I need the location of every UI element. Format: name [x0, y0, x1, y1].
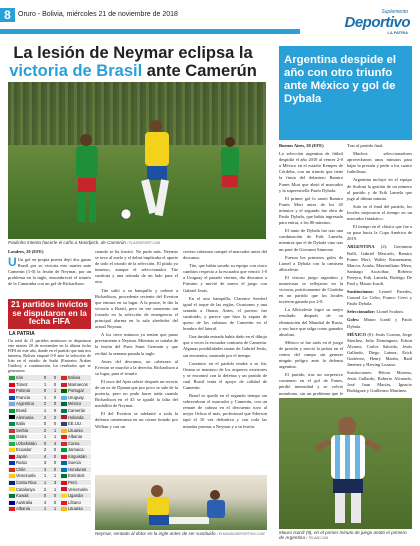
col3-p4: Una tímida entrada había dado en el dibujo que a veces la escuadra contraria de Camerún. Algunas posibilidades tantas de Gabriel Jesús, sin encuentro, montado por el tiempo.	[183, 334, 267, 358]
away-flag-icon	[61, 501, 67, 505]
home-score: 2	[40, 414, 50, 421]
home-score: 0	[40, 420, 50, 427]
home-score: 4	[40, 453, 50, 460]
home-flag-icon	[9, 389, 15, 393]
away-flag-icon	[61, 396, 67, 400]
home-score: 3	[40, 460, 50, 467]
photo3-credit: / TELAM.COM	[306, 536, 329, 540]
home-score: 1	[40, 407, 50, 414]
home-team-name: Venezuela	[16, 473, 36, 479]
logo-supplement: Suplemento	[381, 9, 408, 15]
dateline-header: Oruro - Bolivia, miércoles 21 de noviembre de 2018	[18, 11, 178, 18]
away-team-name: Honduras	[68, 466, 87, 472]
col3-p1: certero cabezazo rompió el marcador antes del descanso.	[183, 249, 267, 261]
left-col1	[8, 249, 91, 290]
home-flag-icon	[9, 422, 15, 426]
goals-argentina: Goles: Mauro Icardi y Paulo Dybala.	[347, 317, 412, 329]
home-score: 1	[40, 394, 50, 401]
away-flag-icon	[61, 402, 67, 406]
away-score: 0	[50, 407, 60, 414]
subs-mexico: Sustituciones: Héctor Moreno, Jesús Gallardo, Roberto Alvarado, José Juan Macías, Ignacio Rodríguez y Guillermo Martínez.	[347, 370, 412, 394]
away-flag-icon	[61, 435, 67, 439]
right-col1	[279, 143, 343, 395]
home-score: 2	[40, 486, 50, 493]
away-score: 0	[50, 499, 60, 506]
dateline-buenos-aires: Buenos Aires, 20 (EFE)	[279, 143, 324, 148]
home-flag-icon	[9, 494, 15, 498]
away-team-name: Albania	[68, 434, 82, 440]
rc1-p6: La Albiceleste logró su mejor resultado después de su eliminación del Mundial de Rusia, y eso hace que salga como ganador absoluto.	[279, 307, 343, 337]
match-photo-brasil-camerun	[8, 82, 266, 239]
away-flag-icon	[61, 422, 67, 426]
away-team-name: Venezuela	[68, 486, 88, 492]
col2-p3: A los trece minutos ya tenían que pasar previamente a Neymar. Mientras se trataba de la lesión del Paris Saint Germain y que recibió la semana pasada la ingle.	[95, 332, 178, 356]
icardi-illustration	[279, 398, 412, 529]
home-flag-icon	[9, 448, 15, 452]
home-score: 1	[40, 505, 50, 512]
home-team-name: Italia	[16, 421, 25, 427]
home-score: 2	[40, 427, 50, 434]
away-team	[60, 453, 91, 460]
home-team-name: Francia	[16, 394, 30, 400]
away-score: 0	[50, 492, 60, 499]
box-subhead: LA PATRIA	[9, 330, 35, 337]
away-score: 0	[50, 466, 60, 473]
rc2-p3: Argentina incluyó en el equipo de Scaloni la gestión de un número al partido y de Erik Lamela que jugó al último minuto.	[347, 177, 412, 201]
col2-p6: El del Everton se adelantó a toda la defensa camerunesa en un córner botado por Willian y con un	[95, 411, 178, 429]
away-flag-icon	[61, 507, 67, 511]
home-flag-icon	[9, 442, 15, 446]
away-team-name: Corea	[68, 440, 80, 446]
home-team-name: Serbia	[16, 427, 29, 433]
rc1-p1: La selección argentina de fútbol despidió el año 2018 al vencer 2-0 a México en el estadio Kempes de Córdoba, con un triunfo que tiene la firma del delantero Ramiro Funes Mori que abrió el marcador y la superestrella Paulo Dybala.	[279, 151, 343, 193]
rc2-p4: Solo en el final del partido, los locales mejoraron el tiempo en un marcador fantástico.	[347, 203, 412, 222]
away-team-name: Jamaica	[68, 447, 84, 453]
away-team-name: Bolivia	[68, 375, 81, 381]
headline-part1: La lesión de Neymar eclipsa la	[13, 44, 253, 62]
away-team-name: EE.UU.	[68, 421, 82, 427]
away-score: 1	[50, 486, 60, 493]
home-score: 1	[40, 381, 50, 388]
logo-name: Deportivo	[344, 14, 410, 31]
home-team-name: Rusia	[16, 460, 27, 466]
home-score: 0	[40, 388, 50, 395]
home-team-name: Argentina	[16, 401, 34, 407]
home-score: 4	[40, 499, 50, 506]
home-team	[8, 505, 40, 512]
right-col2	[347, 143, 412, 395]
rc2-p2: Muchos seleccionadores aprovecharon unos minutos para bajar la presión y pedir a los cuatro futbolistas.	[347, 151, 412, 175]
away-score: 0	[50, 447, 60, 454]
player-camerun	[76, 134, 98, 222]
home-team-name: Túnez	[16, 381, 28, 387]
home-team-name: Uzbekistán	[16, 440, 37, 446]
logo-paper: LA PATRIA	[387, 30, 408, 35]
away-team-name: Holanda	[68, 414, 84, 420]
players-illustration	[8, 82, 266, 239]
icardi-photo	[279, 398, 412, 529]
home-flag-icon	[9, 461, 15, 465]
away-score: 0	[50, 375, 60, 382]
page-number: 8	[0, 8, 15, 22]
away-flag-icon	[61, 481, 67, 485]
home-flag-icon	[9, 481, 15, 485]
home-score: 0	[40, 375, 50, 382]
away-flag-icon	[61, 409, 67, 413]
headline-highlight: victoria de Brasil	[9, 62, 143, 80]
rc2-p1: Tras al partido final.	[347, 143, 384, 148]
results-box	[8, 299, 91, 542]
home-flag-icon	[9, 429, 15, 433]
away-flag-icon	[61, 455, 67, 459]
box-headline: 21 partidos invictos se disputaron en la fecha FIFA	[8, 299, 91, 329]
away-flag-icon	[61, 487, 67, 491]
rc1-p3: El tanto de Dybala fue tras una combinación de Erik Lamela, mientras que el de Dybala vino tras un pase de Giovanni Simeone.	[279, 228, 343, 252]
home-flag-icon	[9, 435, 15, 439]
left-col3	[183, 249, 267, 473]
home-team-name: Irán	[16, 375, 24, 381]
results-table	[8, 375, 91, 513]
home-flag-icon	[9, 507, 15, 511]
home-team-name: Alemania	[16, 414, 34, 420]
home-team-name: Brasil	[16, 408, 27, 413]
photo2-caption	[95, 531, 267, 536]
home-flag-icon	[9, 383, 15, 387]
home-team-name: Polonia	[16, 388, 30, 394]
away-score: 1	[50, 433, 60, 440]
home-team	[8, 440, 40, 447]
away-score: 3	[50, 479, 60, 486]
photo1-caption-text: Paulinho intenta hacerle el caño a Mandjeck, de Camerún	[8, 240, 126, 245]
away-score: 0	[50, 381, 60, 388]
home-flag-icon	[9, 402, 15, 406]
lineup-argentina: ARGENTINA (2): Gerónimo Rulli, Gabriel Mercado, Ramiro Funes Mori, Walter Kannemann, Marcos Acuña, Maximiliano Meza, Santiago Ascacíbar, Roberto Pereyra, Erik Lamela, Rodrigo De Paul y Mauro Icardi.	[347, 244, 413, 286]
photo3-caption-text: Mauro Icardi (9), en el primer minuto de juego anotó el primero de Argentina	[279, 530, 407, 540]
away-team-name: Emiratos	[68, 473, 85, 479]
col2-p5: El once del Apia sobrió después un recorte de un ex de Djanan que por poco se sale de la portería, pero no pudo hacer nada cuando Richarlison en el 45 se igualó la falta del medallón de Neymar.	[95, 378, 178, 409]
away-team-name: Kirguistán	[68, 453, 87, 459]
away-team	[60, 381, 91, 388]
home-flag-icon	[9, 501, 15, 505]
col2-p1: cuando se ha frustró. No pudo más. Neymar se tuvo al suelo y el debut implicaba el aporte de todo el triunfo de la selección. El pitido ya inmerso, aunque el seleccionador Tite sustituía y una retirada de un lado para el otro.	[95, 249, 178, 285]
photo2-credit: / ELMUNDODEPORTIVO.COM	[216, 532, 265, 536]
away-flag-icon	[61, 494, 67, 498]
away-score: 1	[50, 427, 60, 434]
home-score: 2	[40, 447, 50, 454]
header-rule	[0, 29, 300, 34]
away-team-name: Uganda	[68, 493, 83, 499]
home-team-name: Chile	[16, 466, 26, 472]
home-score: 3	[40, 466, 50, 473]
col2-p2: Tite salió a su banquillo y ordenó a Richarlison, procedente reciente del Everton que entrara en su lugar. A la postre, le dio la victoria a Brasil, pero en ese momento tan forzado en la selección de emergencia el principal alarma en la sala alrededor del actual Neymar.	[95, 287, 178, 330]
home-flag-icon	[9, 468, 15, 472]
away-score: 2	[50, 414, 60, 421]
away-team	[60, 486, 91, 493]
ball	[121, 209, 131, 219]
away-team	[60, 505, 91, 512]
sel-argentina: Seleccionador: Lionel Scaloni.	[347, 309, 404, 315]
rc1-p8: El partido, tras un sorpresivo comienzo en el gol de Funes, perdió intensidad y se volvió monótono, sin un problema que le	[279, 372, 343, 396]
rc2-p5: El tiempo en el clásico que fue a su paso hacia la Copa América de 2019.	[347, 224, 412, 242]
away-score: 0	[50, 453, 60, 460]
away-team-name: Lituania	[68, 506, 83, 512]
away-flag-icon	[61, 474, 67, 478]
argentina-headline: Argentina despide el año con otro triunfo ante México y gol de Dybala	[279, 46, 412, 140]
home-score: 0	[40, 440, 50, 447]
away-flag-icon	[61, 468, 67, 472]
box-text: Un total de 21 partidos amistosos se disputaron este martes 20 de noviembre en la última fecha FIFA de este año, donde en el partido que más nos interesa, Bolivia empató 0-0 ante la selección de Irán en el estadio de Sudsi (Emiratos Árabes Unidos); a continuación, los resultados que se generaron:	[8, 337, 91, 373]
home-team	[8, 473, 40, 480]
home-team-name: Japón	[16, 453, 28, 459]
away-team-name: Perú	[68, 480, 77, 486]
home-score: 0	[40, 492, 50, 499]
away-score: 1	[50, 505, 60, 512]
player-brasil	[141, 120, 169, 216]
home-flag-icon	[9, 487, 15, 491]
headline-part2: ante Camerún	[146, 62, 257, 80]
away-team-name: Camerún	[68, 408, 86, 413]
home-score: 1	[40, 479, 50, 486]
photo1-credit: / FLASHSPORT.COM	[127, 241, 161, 245]
home-team	[8, 479, 40, 486]
away-flag-icon	[61, 376, 67, 380]
away-flag-icon	[61, 389, 67, 393]
away-team-name: Suecia	[68, 460, 81, 466]
away-score: 4	[50, 440, 60, 447]
page-header	[0, 0, 420, 44]
col2-p4: Antes del descanso, un cabezazo al Everton se marchó a la derecha. Richarlison a su lugar, para el triunfo.	[95, 358, 178, 376]
home-flag-icon	[9, 455, 15, 459]
home-team-name: Catalunya	[16, 486, 35, 492]
away-score: 0	[50, 460, 60, 467]
col3-p5: Casemiro en el partido tendrá a su fin, Onana se mantuvo de los arqueros exteriores y se encontró con la defensa y un partido de cual Brasil tenía el apoyo de calidad de Camerún.	[183, 360, 267, 390]
rc1-p5: El vistoso juego argentino y numerosas se reflejaron en la victoria, prácticamente de Córdoba en un partido que los locales tuvieron ganado por 2-0.	[279, 274, 343, 305]
away-score: 1	[50, 388, 60, 395]
home-flag-icon	[9, 415, 15, 419]
away-score: 0	[50, 420, 60, 427]
col3-p2: Tite, que había sacado su equipo con cinco cambios respecto a la escuadra que venció 1-0 a Uruguay el pasado viernes, dio descanso a Firmino y movió de nuevo el juego con Gabriel Jesús.	[183, 263, 267, 293]
col1-p1: U Un gol en propia puerta dejó dos ganar Brasil por su victoria este martes ante Camerún (1-0) la lesión de Neymar, por un problema en la ingle, ensombreció el triunfo de la Canarinha con un gol de Richarlison.	[8, 255, 91, 287]
away-score: 1	[50, 473, 60, 480]
away-flag-icon	[61, 448, 67, 452]
photo2-caption-text: Neymar, sentado al dolor en la ingle antes de ser sustituido	[95, 531, 216, 536]
away-team-name: Lituania	[68, 427, 83, 433]
rc1-p4: Fueron los primeros goles de Lionel a Dybala con la camiseta albiceleste.	[279, 254, 343, 272]
subs-argentina: Sustituciones: Leonel Paredes, Conrad Lo Celso, Franco Cervi y Paulo Dybala.	[347, 289, 412, 307]
home-score: 1	[40, 473, 50, 480]
away-flag-icon	[61, 429, 67, 433]
away-team-name: México	[68, 401, 82, 407]
away-team-name: Portugal	[68, 388, 84, 394]
home-team-name: Kuwait	[16, 493, 29, 499]
neymar-headline	[8, 44, 258, 80]
home-flag-icon	[9, 474, 15, 478]
home-team-name: Gales	[16, 434, 27, 440]
away-team-name: Líbano	[68, 499, 81, 505]
away-score: 0	[50, 394, 60, 401]
home-flag-icon	[9, 376, 15, 380]
home-team-name: Albania	[16, 506, 30, 512]
dateline-londres: Londres, 20 (EFE)	[8, 249, 44, 254]
player-camerun-2	[221, 137, 239, 187]
deportivo-logo	[318, 9, 410, 35]
col3-p3: En el otro banquillo, Clarence Seedorf igual el toque de las reglas. Ocasiones y una sentada a Onana. Antes, el portero fue sustituido, y parece que hizo la zapata de queso de los cubanos de Camerún en el hombro del lateral.	[183, 295, 267, 332]
result-row	[8, 505, 91, 512]
col3-p6: Brasil se quedó en el segundo tiempo sin sobrevalorar el marcador y Camerún, con un remate de cabeza en el descuento tuvo al mejor Ochoa el más, profesional que Ederson tapó el 10 vez definitiva y con toda las miradas puestas a Neymar y a su lesión.	[183, 393, 267, 429]
away-flag-icon	[61, 383, 67, 387]
home-score: 1	[40, 433, 50, 440]
neymar-injury-photo	[95, 475, 267, 530]
away-team-name: Marruecos	[68, 381, 88, 387]
away-flag-icon	[61, 461, 67, 465]
home-team-name: Ecuador	[16, 447, 32, 453]
home-flag-icon	[9, 409, 15, 413]
away-team-name: Uruguay	[68, 394, 84, 400]
rc1-p7: México se fue atrás en el juego de presión y movió la pelota en el centro del campo sin generar ningún peligro ante la defensa argentina.	[279, 339, 343, 370]
lineup-mexico: MÉXICO (0): Jesús Corona, Jorge Sánchez, Julio Domínguez, Edson Álvarez, Carlos Salcedo, Jesús Gallardo, Diego Lainez, Erick Gutiérrez, Henry Martín, Raúl Jiménez y Hirving Lozano.	[347, 331, 413, 368]
left-col2	[95, 249, 178, 473]
rc1-p2: El primer gol lo anotó Ramiro Funes Mori antes de los 45 minutos y el segundo fue obra de Paulo Dybala, que había ingresado para entrar, a los 86 minutos.	[279, 195, 343, 226]
neymar-illustration	[95, 475, 267, 530]
home-team-name: Costa Rica	[16, 480, 37, 486]
away-flag-icon	[61, 415, 67, 419]
away-flag-icon	[61, 442, 67, 446]
photo1-caption	[8, 240, 266, 245]
home-flag-icon	[9, 396, 15, 400]
home-score: 2	[40, 401, 50, 408]
away-score: 0	[50, 401, 60, 408]
dropcap-u: U	[8, 255, 17, 270]
home-team-name: Australia	[16, 499, 33, 505]
photo3-caption	[279, 530, 412, 540]
